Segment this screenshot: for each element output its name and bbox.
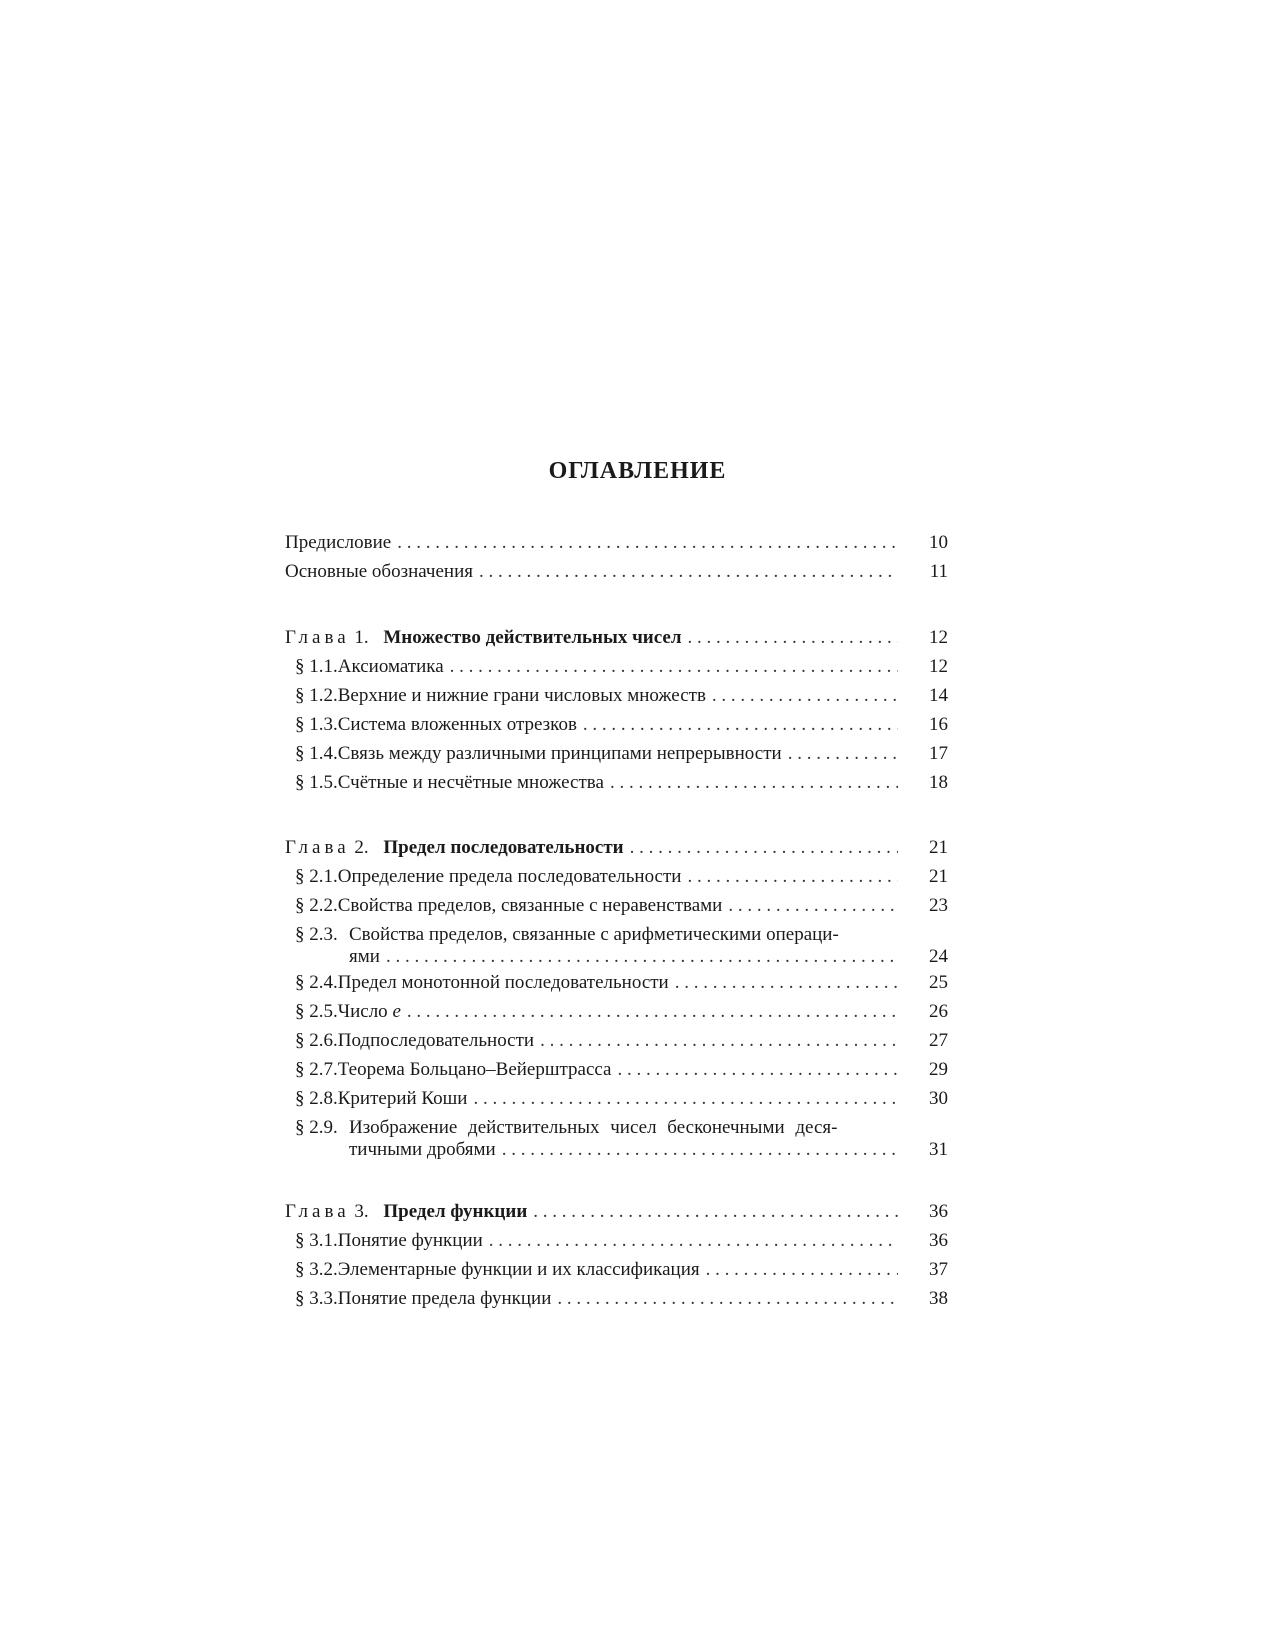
dot-leader [533,1197,898,1226]
chapter-number: 2. [354,837,369,858]
section-number: § 3.1. [295,1230,338,1251]
toc-section[interactable] [285,1084,948,1113]
toc-chapter-2[interactable] [285,833,948,862]
dot-leader [675,968,898,997]
section-title: Понятие предела функции [337,1288,552,1309]
chapter-number: 3. [354,1201,369,1222]
toc-section[interactable] [285,652,948,681]
dot-leader [687,862,898,891]
chapter-word: Глава [285,1201,350,1222]
section-title: Аксиоматика [337,656,444,677]
dot-leader [502,1139,898,1161]
section-title: Связь между различными принципами непрерывности [337,743,782,764]
section-title: Счётные и несчётные множества [337,772,604,793]
dot-leader [397,528,898,557]
section-title-continuation: ями [349,946,380,967]
page-number: 25 [929,972,948,993]
chapter-title: Предел последовательности [383,837,624,858]
toc-section[interactable] [285,710,948,739]
section-number: § 2.3. [295,924,338,945]
section-title-symbol: e [392,1001,401,1022]
section-number: § 2.5. [295,1001,338,1022]
section-number: § 3.3. [295,1288,338,1309]
dot-leader [407,997,898,1026]
toc-section[interactable] [285,1055,948,1084]
page-number: 12 [929,627,948,648]
section-title: Верхние и нижние грани числовых множеств [337,685,706,706]
section-title: Понятие функции [337,1230,483,1251]
page-number: 14 [929,685,948,706]
toc-section[interactable] [285,681,948,710]
page-number: 24 [929,946,948,967]
toc-entry-label: Основные обозначения [285,561,473,582]
toc-section[interactable] [285,968,948,997]
page-number: 11 [929,561,948,582]
section-number: § 2.4. [295,972,338,993]
dot-leader [557,1284,898,1313]
toc-entry-preface[interactable] [285,528,948,557]
chapter-title: Предел функции [383,1201,528,1222]
page-number: 31 [929,1139,948,1160]
dot-leader [540,1026,898,1055]
dot-leader [450,652,898,681]
section-number: § 3.2. [295,1259,338,1280]
toc-section[interactable] [285,1226,948,1255]
toc-section[interactable] [285,891,948,920]
page-number: 30 [929,1088,948,1109]
section-number: § 1.5. [295,772,338,793]
dot-leader [788,739,898,768]
dot-leader [479,557,898,586]
toc-section[interactable] [285,1284,948,1313]
section-title: Система вложенных отрезков [337,714,577,735]
section-number: § 2.7. [295,1059,338,1080]
toc-entry-label: Предисловие [285,532,392,553]
toc-chapter-3[interactable] [285,1197,948,1226]
section-title: Критерий Коши [337,1088,468,1109]
section-title: Предел монотонной последовательности [337,972,669,993]
page-number: 26 [929,1001,948,1022]
section-title: Число [337,1001,388,1022]
dot-leader [583,710,898,739]
toc-section-continuation[interactable] [285,946,948,968]
section-title: Свойства пределов, связанные с арифметическими операци- [349,924,839,945]
dot-leader [728,891,898,920]
toc-section[interactable] [285,768,948,797]
toc-section-multiline[interactable] [285,924,948,946]
section-title: Теорема Больцано–Вейерштрасса [337,1059,612,1080]
toc-section[interactable] [285,1255,948,1284]
page-number: 21 [929,837,948,858]
dot-leader [610,768,898,797]
section-number: § 2.8. [295,1088,338,1109]
toc-entry-notation[interactable] [285,557,948,586]
dot-leader [386,946,898,968]
dot-leader [473,1084,898,1113]
dot-leader [618,1055,899,1084]
chapter-word: Глава [285,837,350,858]
section-number: § 2.1. [295,866,338,887]
dot-leader [630,833,898,862]
toc-section-multiline[interactable] [285,1117,948,1139]
dot-leader [712,681,898,710]
page-number: 36 [929,1201,948,1222]
section-title: Определение предела последовательности [337,866,682,887]
dot-leader [706,1255,898,1284]
section-number: § 1.3. [295,714,338,735]
page-number: 16 [929,714,948,735]
page-number: 21 [929,866,948,887]
section-title: Изображение действительных чисел бесконечными деся- [349,1117,838,1138]
section-number: § 2.9. [295,1117,338,1138]
toc-chapter-1[interactable] [285,623,948,652]
page-number: 36 [929,1230,948,1251]
page-number: 29 [929,1059,948,1080]
section-number: § 1.1. [295,656,338,677]
table-of-contents [285,528,948,1313]
toc-section[interactable] [285,862,948,891]
dot-leader [489,1226,898,1255]
toc-section-continuation[interactable] [285,1139,948,1161]
toc-section[interactable] [285,1026,948,1055]
chapter-title: Множество действительных чисел [383,627,682,648]
section-number: § 1.2. [295,685,338,706]
section-title-continuation: тичными дробями [349,1139,496,1160]
dot-leader [688,623,898,652]
page-number: 23 [929,895,948,916]
section-number: § 2.2. [295,895,338,916]
section-number: § 1.4. [295,743,338,764]
chapter-word: Глава [285,627,350,648]
page-number: 17 [929,743,948,764]
section-number: § 2.6. [295,1030,338,1051]
section-title: Свойства пределов, связанные с неравенствами [337,895,723,916]
page-number: 27 [929,1030,948,1051]
toc-section[interactable] [285,997,948,1026]
page-number: 12 [929,656,948,677]
page-number: 37 [929,1259,948,1280]
page-title: ОГЛАВЛЕНИЕ [548,458,727,484]
page-number: 18 [929,772,948,793]
section-title: Элементарные функции и их классификация [337,1259,700,1280]
page-number: 38 [929,1288,948,1309]
toc-section[interactable] [285,739,948,768]
page-number: 10 [929,532,948,553]
chapter-number: 1. [354,627,369,648]
section-title: Подпоследовательности [337,1030,535,1051]
